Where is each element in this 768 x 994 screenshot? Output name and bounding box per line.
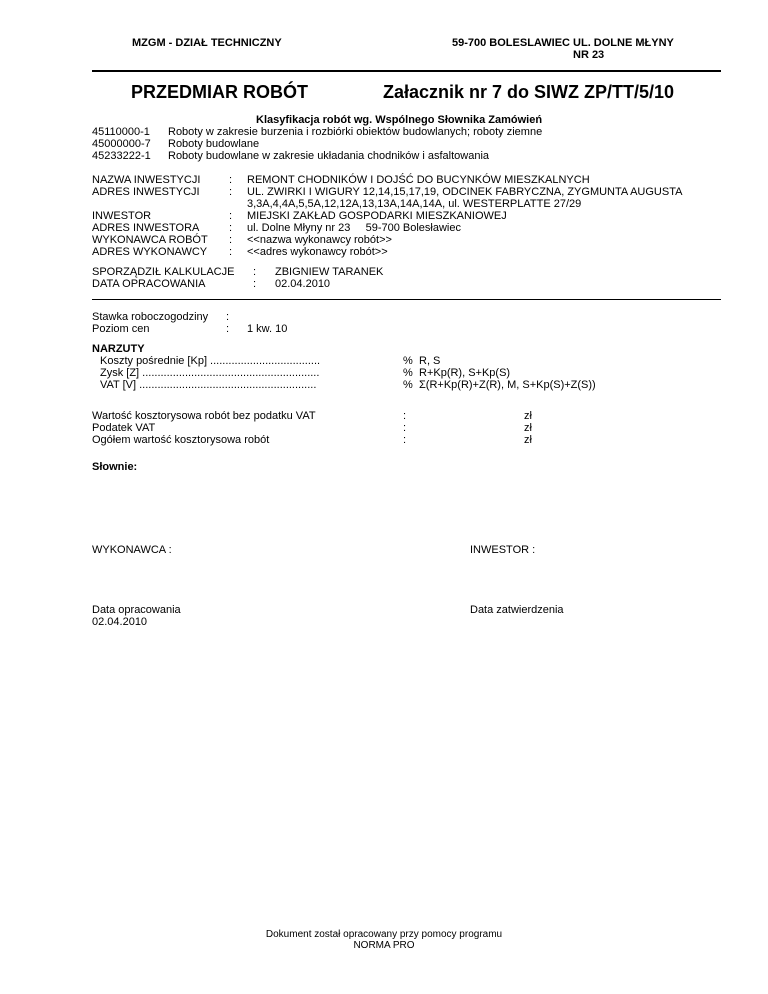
totals-labels — [92, 410, 316, 446]
prepared-date-value: 02.04.2010 — [275, 278, 331, 290]
cpv-description: Roboty w zakresie burzenia i rozbiórki obiektów budowlanych; roboty ziemne — [168, 126, 543, 138]
company-address-nr: NR 23 — [573, 49, 605, 61]
currency-label: zł — [524, 422, 532, 434]
cpv-description: Roboty budowlane — [168, 138, 260, 150]
surcharge-unit: % — [403, 367, 413, 379]
contractor-address-value: <<adres wykonawcy robót>> — [247, 246, 388, 258]
price-level-label: Poziom cen — [92, 323, 150, 335]
colon: : — [229, 174, 233, 186]
prepared-date-label: DATA OPRACOWANIA — [92, 278, 206, 290]
surcharge-label: Koszty pośrednie [Kp] .................................... — [100, 355, 321, 367]
document-title: PRZEDMIAR ROBÓT — [131, 82, 308, 102]
currency-label: zł — [524, 410, 532, 422]
surcharge-label: Zysk [Z] .......................................................... — [100, 367, 320, 379]
company-name: MZGM - DZIAŁ TECHNICZNY — [132, 37, 282, 49]
prepared-by-value: ZBIGNIEW TARANEK — [275, 266, 384, 278]
colon: : — [229, 234, 233, 246]
investment-address-line2: 3,3A,4,4A,5,5A,12,12A,13,13A,14A,14A, ul. WESTERPLATTE 27/29 — [247, 198, 582, 210]
totals-currency — [524, 410, 532, 446]
colon: : — [403, 410, 407, 422]
in-words-label: Słownie: — [92, 461, 138, 473]
colon: : — [403, 422, 407, 434]
surcharges-heading: NARZUTY — [92, 343, 145, 355]
rates-colons — [226, 311, 229, 335]
investor-address-label: ADRES INWESTORA — [92, 222, 200, 234]
totals-colons — [403, 410, 406, 446]
colon: : — [229, 246, 233, 258]
colon: : — [226, 323, 230, 335]
footer-line1: Dokument został opracowany przy pomocy programu — [265, 929, 503, 940]
colon: : — [229, 210, 233, 222]
company-address: 59-700 BOLESLAWIEC UL. DOLNE MŁYNY — [452, 37, 674, 49]
contractor-label: WYKONAWCA ROBÓT — [92, 234, 208, 246]
investment-name-value: REMONT CHODNIKÓW I DOJŚĆ DO BUCYNKÓW MIESZKALNYCH — [247, 174, 590, 186]
surcharge-formula: R, S — [419, 355, 441, 367]
surcharges-units — [403, 355, 413, 391]
colon: : — [253, 278, 257, 290]
prepared-values — [275, 266, 383, 290]
footer-line2: NORMA PRO — [353, 940, 415, 951]
colon: : — [229, 222, 233, 234]
surcharge-label: VAT [V] .......................................................... — [100, 379, 317, 391]
investor-address-value: ul. Dolne Młyny nr 23 59-700 Bolesławiec — [247, 222, 461, 234]
investment-values — [247, 174, 682, 258]
surcharges-formulas — [419, 355, 596, 391]
rates-labels — [92, 311, 208, 335]
contractor-signature-label: WYKONAWCA : — [92, 544, 172, 556]
total-label: Ogółem wartość kosztorysowa robót — [92, 434, 270, 446]
classification-heading: Klasyfikacja robót wg. Wspólnego Słownika Zamówień — [256, 114, 543, 126]
prepared-by-label: SPORZĄDZIŁ KALKULACJE — [92, 266, 235, 278]
surcharge-unit: % — [403, 379, 413, 391]
investment-name-label: NAZWA INWESTYCJI — [92, 174, 201, 186]
contractor-address-label: ADRES WYKONAWCY — [92, 246, 208, 258]
investment-address-line1: UL. ZWIRKI I WIGURY 12,14,15,17,19, ODCINEK FABRYCZNA, ZYGMUNTA AUGUSTA — [247, 186, 683, 198]
classification-codes — [92, 126, 151, 162]
surcharge-formula: Σ(R+Kp(R)+Z(R), M, S+Kp(S)+Z(S)) — [419, 379, 596, 391]
investor-signature-label: INWESTOR : — [470, 544, 536, 556]
prepared-colons — [253, 266, 256, 290]
surcharge-formula: R+Kp(R), S+Kp(S) — [419, 367, 511, 379]
price-level-value: 1 kw. 10 — [247, 323, 288, 335]
colon: : — [226, 311, 230, 323]
surcharges-labels — [100, 355, 320, 391]
header-divider — [92, 70, 721, 72]
investment-labels — [92, 174, 208, 258]
surcharge-unit: % — [403, 355, 413, 367]
investment-colons — [229, 174, 232, 258]
attachment-label: Załacznik nr 7 do SIWZ ZP/TT/5/10 — [383, 82, 675, 102]
section-divider — [92, 299, 721, 300]
prepared-labels — [92, 266, 234, 290]
cpv-code: 45110000-1 — [92, 126, 150, 138]
colon: : — [253, 266, 257, 278]
preparation-date-label: Data opracowania — [92, 604, 181, 616]
cpv-code: 45000000-7 — [92, 138, 151, 150]
colon: : — [229, 186, 233, 198]
cpv-code: 45233222-1 — [92, 150, 151, 162]
approval-date-label: Data zatwierdzenia — [470, 604, 564, 616]
hourly-rate-label: Stawka roboczogodziny — [92, 311, 209, 323]
contractor-value: <<nazwa wykonawcy robót>> — [247, 234, 392, 246]
investment-address-label: ADRES INWESTYCJI — [92, 186, 200, 198]
preparation-date-value: 02.04.2010 — [92, 616, 148, 628]
colon: : — [403, 434, 407, 446]
investor-label: INWESTOR — [92, 210, 152, 222]
total-label: Podatek VAT — [92, 422, 156, 434]
classification-descriptions — [168, 126, 542, 162]
currency-label: zł — [524, 434, 532, 446]
cpv-description: Roboty budowlane w zakresie układania chodników i asfaltowania — [168, 150, 490, 162]
total-label: Wartość kosztorysowa robót bez podatku VAT — [92, 410, 316, 422]
investor-value: MIEJSKI ZAKŁAD GOSPODARKI MIESZKANIOWEJ — [247, 210, 507, 222]
